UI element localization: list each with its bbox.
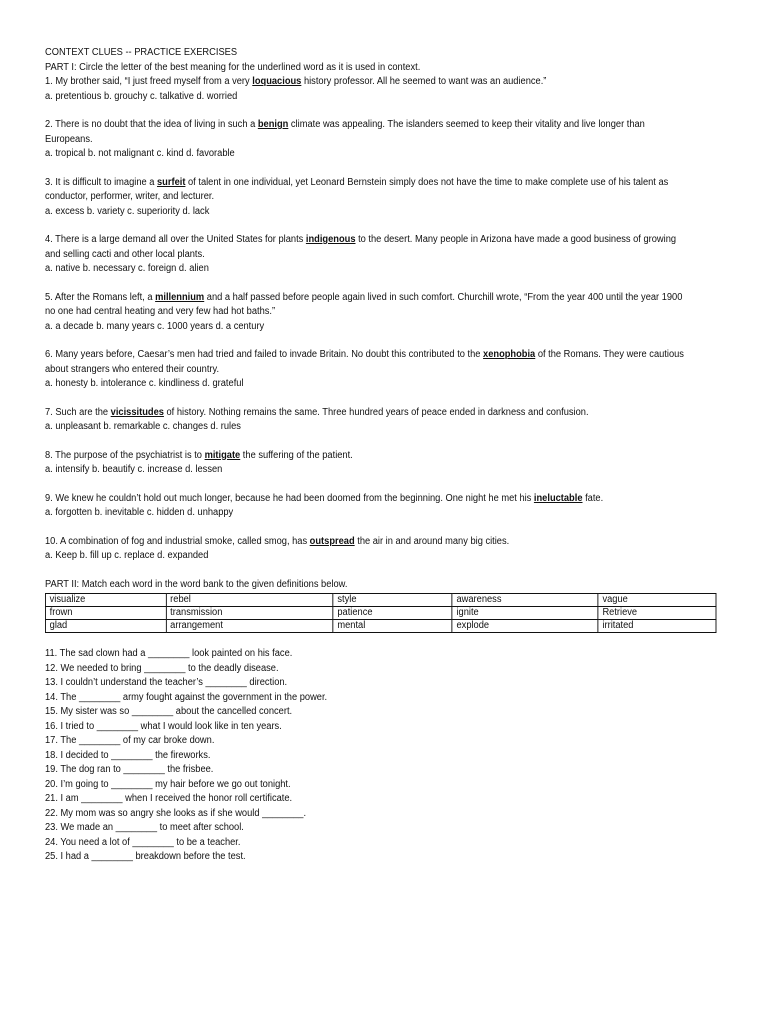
sentence-item: 25. I had a ________ breakdown before the test.: [45, 851, 246, 862]
question-text: 2. There is no doubt that the idea of living in such a benign climate was appealing. The islanders seemed to keep their vitality and live longer than Europeans.: [45, 119, 645, 145]
answer-choices: a. pretentious b. grouchy c. talkative d. worried: [45, 90, 238, 102]
word-bank-table: [45, 593, 716, 633]
sentence-item: 22. My mom was so angry she looks as if she would ________.: [45, 807, 307, 819]
word-bank-cell: frown: [45, 607, 166, 620]
answer-choices: a. honesty b. intolerance c. kindliness d. grateful: [45, 378, 244, 389]
word-bank-cell: style: [333, 594, 452, 607]
question-1: [45, 75, 687, 104]
word-bank-cell: rebel: [166, 594, 333, 607]
underlined-word: outspread: [309, 535, 355, 547]
answer-choices: a. native b. necessary c. foreign d. alien: [45, 263, 209, 274]
underlined-word: surfeit: [157, 176, 186, 188]
word-bank-cell: transmission: [166, 607, 333, 620]
question-8: [45, 449, 687, 478]
underlined-word: indigenous: [305, 234, 356, 245]
question-10: [45, 535, 687, 564]
fill-in-sentences: [45, 647, 687, 865]
word-bank-row: [45, 607, 716, 620]
word-bank-cell: arrangement: [166, 620, 333, 633]
sentence-item: 11. The sad clown had a ________ look painted on his face.: [45, 648, 293, 659]
question-2: [45, 118, 687, 162]
underlined-word: millennium: [155, 291, 205, 303]
word-bank-row: [45, 594, 716, 607]
sentence-item: 20. I’m going to ________ my hair before we go out tonight.: [45, 778, 291, 790]
word-bank-cell: ignite: [452, 607, 598, 620]
question-5: [45, 291, 687, 335]
underlined-word: mitigate: [204, 449, 241, 461]
question-4: [45, 233, 687, 277]
underlined-word: xenophobia: [483, 349, 536, 360]
sentence-item: 23. We made an ________ to meet after school.: [45, 822, 244, 833]
part2-instruction: PART II: Match each word in the word bank to the given definitions below.: [45, 578, 348, 590]
worksheet-title: CONTEXT CLUES -- PRACTICE EXERCISES: [45, 47, 238, 58]
sentence-item: 14. The ________ army fought against the government in the power.: [45, 691, 328, 703]
word-bank-cell: patience: [333, 607, 452, 620]
word-bank-cell: awareness: [452, 594, 598, 607]
question-text: 10. A combination of fog and industrial smoke, called smog, has outspread the air in and around many big cities.: [45, 535, 510, 547]
underlined-word: benign: [257, 119, 289, 130]
answer-choices: a. unpleasant b. remarkable c. changes d. rules: [45, 421, 241, 432]
question-3: [45, 176, 687, 220]
sentence-item: 21. I am ________ when I received the honor roll certificate.: [45, 793, 293, 804]
answer-choices: a. forgotten b. inevitable c. hidden d. unhappy: [45, 507, 234, 518]
question-text: 3. It is difficult to imagine a surfeit of talent in one individual, yet Leonard Bernstein simply does not have the time to make complete use of his talent as conductor, performer, writer, and lecturer.: [45, 176, 669, 202]
question-text: 8. The purpose of the psychiatrist is to mitigate the suffering of the patient.: [45, 449, 353, 461]
word-bank-cell: visualize: [45, 594, 166, 607]
word-bank-cell: explode: [452, 620, 598, 633]
question-text: 1. My brother said, “I just freed myself from a very loquacious history professor. All he seemed to want was an audience.”: [45, 76, 547, 87]
sentence-item: 15. My sister was so ________ about the cancelled concert.: [45, 706, 293, 717]
sentence-item: 24. You need a lot of ________ to be a teacher.: [45, 836, 241, 848]
question-7: [45, 406, 687, 435]
word-bank-row: [45, 620, 716, 633]
word-bank-cell: glad: [45, 620, 166, 633]
answer-choices: a. a decade b. many years c. 1000 years d. a century: [45, 320, 265, 332]
question-text: 7. Such are the vicissitudes of history. Nothing remains the same. Three hundred years of peace ended in darkness and confusion.: [45, 406, 589, 418]
answer-choices: a. Keep b. fill up c. replace d. expanded: [45, 550, 209, 561]
underlined-word: vicissitudes: [110, 406, 164, 418]
question-text: 4. There is a large demand all over the United States for plants indigenous to the desert. Many people in Arizona have made a good business of growing and selling cacti and other local plants.: [45, 234, 677, 260]
question-9: [45, 492, 687, 521]
sentence-item: 19. The dog ran to ________ the frisbee.: [45, 764, 214, 775]
question-6: [45, 348, 687, 392]
word-bank-cell: Retrieve: [598, 607, 716, 620]
question-text: 5. After the Romans left, a millennium and a half passed before people again lived in such comfort. Churchill wrote, “From the year 400 until the year 1900 no one had central heating and very few had hot baths.”: [45, 291, 683, 317]
answer-choices: a. excess b. variety c. superiority d. lack: [45, 205, 210, 217]
sentence-item: 17. The ________ of my car broke down.: [45, 735, 215, 746]
underlined-word: loquacious: [252, 76, 302, 87]
word-bank-cell: vague: [598, 594, 716, 607]
word-bank-cell: mental: [333, 620, 452, 633]
part1-instruction: PART I: Circle the letter of the best meaning for the underlined word as it is used in context.: [45, 61, 421, 73]
worksheet: [45, 46, 687, 865]
part1-questions: [45, 75, 687, 564]
answer-choices: a. intensify b. beautify c. increase d. lessen: [45, 464, 223, 475]
sentence-item: 13. I couldn’t understand the teacher’s ________ direction.: [45, 677, 288, 688]
sentence-item: 12. We needed to bring ________ to the deadly disease.: [45, 662, 279, 674]
question-text: 9. We knew he couldn’t hold out much longer, because he had been doomed from the beginning. One night he met his ineluctable fate.: [45, 492, 604, 504]
answer-choices: a. tropical b. not malignant c. kind d. favorable: [45, 148, 235, 159]
sentence-item: 18. I decided to ________ the fireworks.: [45, 749, 211, 761]
word-bank-cell: irritated: [598, 620, 716, 633]
underlined-word: ineluctable: [533, 492, 583, 504]
question-text: 6. Many years before, Caesar’s men had tried and failed to invade Britain. No doubt this contributed to the xenophobia of the Romans. They were cautious about strangers who entered their country.: [45, 349, 684, 375]
sentence-item: 16. I tried to ________ what I would look like in ten years.: [45, 720, 282, 732]
